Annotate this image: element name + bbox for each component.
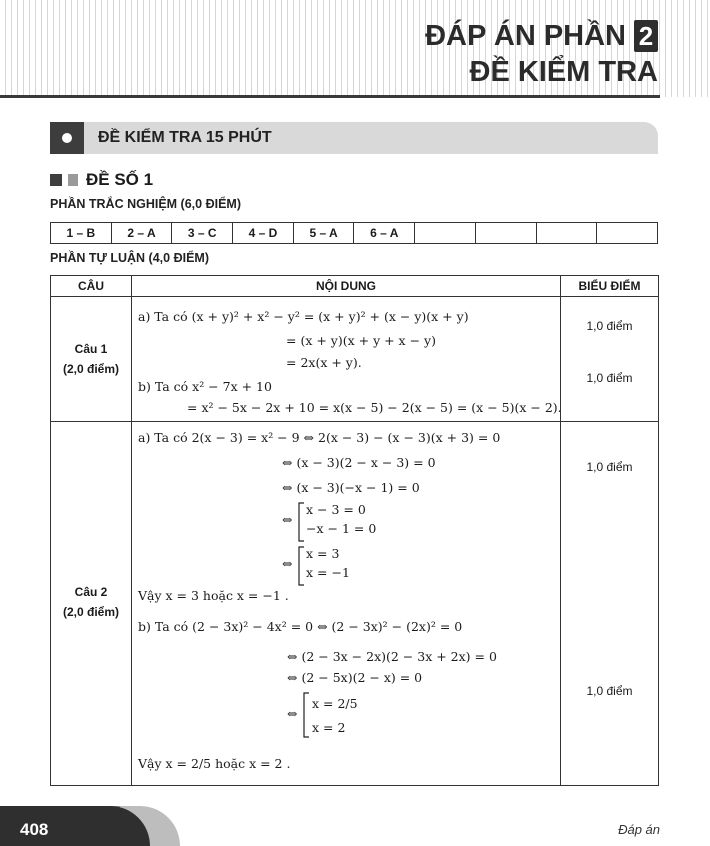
solution-line: ⇔ (2 − 5x)(2 − x) = 0 bbox=[287, 670, 423, 685]
solution-line: b) Ta có x² − 7x + 10 bbox=[138, 379, 272, 394]
content-cell bbox=[132, 297, 561, 422]
square-bullet-icon bbox=[50, 174, 62, 186]
solution-line: ⇔ (x − 3)(2 − x − 3) = 0 bbox=[282, 455, 436, 470]
column-header-question: CÂU bbox=[51, 276, 132, 297]
part-number-badge: 2 bbox=[634, 20, 658, 52]
score-cell bbox=[561, 422, 659, 786]
answer-cell bbox=[536, 223, 597, 244]
score-cell bbox=[561, 297, 659, 422]
column-header-score: BIỂU ĐIỂM bbox=[561, 276, 659, 297]
chapter-title-line2: ĐỀ KIỂM TRA bbox=[469, 56, 658, 88]
square-bullet-light-icon bbox=[68, 174, 78, 186]
solution-line: ⇔ (x − 3)(−x − 1) = 0 bbox=[282, 480, 420, 495]
answer-cell bbox=[475, 223, 536, 244]
conclusion-line: Vậy x = 2/5 hoặc x = 2 . bbox=[138, 756, 291, 771]
multiple-choice-heading: PHẦN TRẮC NGHIỆM (6,0 ĐIỂM) bbox=[50, 197, 241, 211]
score-value: 1,0 điểm bbox=[586, 319, 633, 333]
bracket-icon bbox=[302, 692, 310, 738]
solution-line: x = 3 bbox=[306, 546, 340, 561]
column-header-content: NỘI DUNG bbox=[132, 276, 561, 297]
section-title: ĐỀ KIỂM TRA 15 PHÚT bbox=[98, 129, 272, 146]
solution-line: x − 3 = 0 bbox=[306, 502, 366, 517]
solution-line: ⇔ (2 − 3x − 2x)(2 − 3x + 2x) = 0 bbox=[287, 649, 497, 664]
chapter-title bbox=[425, 18, 658, 90]
question-cell bbox=[51, 422, 132, 786]
bullet-icon bbox=[50, 122, 84, 154]
equivalence-icon: ⇔ bbox=[282, 512, 293, 527]
solution-line: x = 2/5 bbox=[312, 696, 358, 711]
answer-cell: 4 – D bbox=[233, 223, 294, 244]
conclusion-line: Vậy x = 3 hoặc x = −1 . bbox=[138, 588, 289, 603]
score-value: 1,0 điểm bbox=[586, 371, 633, 385]
solution-line: a) Ta có (x + y)² + x² − y² = (x + y)² + (x − y)(x + y) bbox=[138, 309, 469, 324]
solution-line: x = 2 bbox=[312, 720, 346, 735]
solution-line: = (x + y)(x + y + x − y) bbox=[286, 333, 436, 348]
solution-line: = x² − 5x − 2x + 10 = x(x − 5) − 2(x − 5) = (x − 5)(x − 2). bbox=[187, 400, 562, 415]
bracket-icon bbox=[297, 546, 305, 586]
score-value: 1,0 điểm bbox=[586, 684, 633, 698]
exam-title: ĐỀ SỐ 1 bbox=[86, 170, 154, 189]
essay-heading: PHẦN TỰ LUẬN (4,0 ĐIỂM) bbox=[50, 251, 209, 265]
answer-cell: 5 – A bbox=[293, 223, 354, 244]
answer-cell bbox=[415, 223, 476, 244]
question-points: (2,0 điểm) bbox=[62, 362, 119, 376]
answer-cell bbox=[597, 223, 658, 244]
solution-line: a) Ta có 2(x − 3) = x² − 9 ⇔ 2(x − 3) − (x − 3)(x + 3) = 0 bbox=[138, 430, 501, 445]
answer-key-table bbox=[50, 222, 658, 244]
question-label: Câu 1 bbox=[74, 342, 108, 356]
answer-cell: 1 – B bbox=[51, 223, 112, 244]
bracket-icon bbox=[297, 502, 305, 542]
question-cell bbox=[51, 297, 132, 422]
footer-label: Đáp án bbox=[618, 822, 660, 837]
answer-cell: 3 – C bbox=[172, 223, 233, 244]
header-rule bbox=[0, 95, 660, 98]
question-points: (2,0 điểm) bbox=[62, 605, 119, 619]
page-number: 408 bbox=[20, 820, 49, 839]
content-cell bbox=[132, 422, 561, 786]
answer-cell: 2 – A bbox=[111, 223, 172, 244]
solution-line: b) Ta có (2 − 3x)² − 4x² = 0 ⇔ (2 − 3x)² − (2x)² = 0 bbox=[138, 619, 463, 634]
solution-line: = 2x(x + y). bbox=[286, 355, 362, 370]
answer-cell: 6 – A bbox=[354, 223, 415, 244]
solution-line: x = −1 bbox=[306, 565, 350, 580]
section-band bbox=[50, 122, 658, 154]
solution-line: −x − 1 = 0 bbox=[306, 521, 377, 536]
essay-table bbox=[50, 275, 659, 786]
chapter-title-line1: ĐÁP ÁN PHẦN bbox=[425, 20, 626, 52]
exam-title-row bbox=[50, 170, 153, 190]
score-value: 1,0 điểm bbox=[586, 460, 633, 474]
equivalence-icon: ⇔ bbox=[287, 706, 298, 721]
question-label: Câu 2 bbox=[74, 585, 108, 599]
equivalence-icon: ⇔ bbox=[282, 556, 293, 571]
